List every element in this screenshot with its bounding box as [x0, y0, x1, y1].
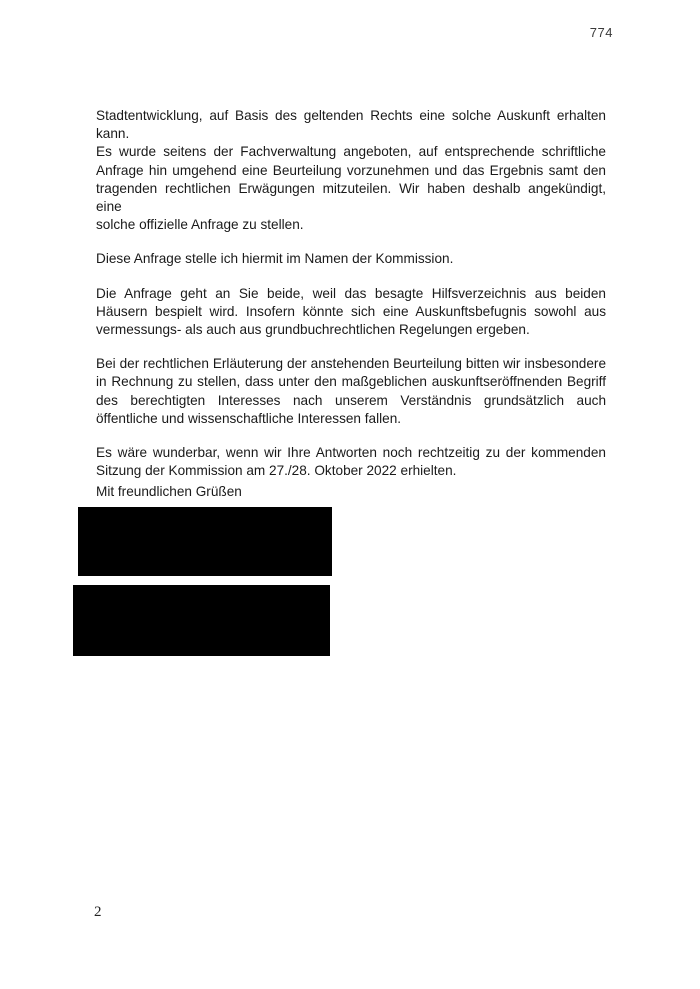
text-line: Bei der rechtlichen Erläuterung der anstehenden Beurteilung bitten wir insbesondere: [96, 356, 606, 372]
text-line: Sitzung der Kommission am 27./28. Oktober 2022 erhielten.: [96, 463, 457, 479]
text-line: tragenden rechtlichen Erwägungen mitzuteilen. Wir haben deshalb angekündigt, eine: [96, 180, 606, 215]
top-page-number: 774: [589, 25, 613, 40]
text-line: solche offizielle Anfrage zu stellen.: [96, 217, 304, 233]
text-line: Anfrage hin umgehend eine Beurteilung vorzunehmen und das Ergebnis samt den: [96, 162, 606, 178]
text-line: Es wurde seitens der Fachverwaltung angeboten, auf entsprechende schriftliche: [96, 144, 606, 160]
redaction-block: [73, 585, 330, 656]
closing-salutation: Mit freundlichen Grüßen: [96, 484, 242, 499]
text-line: öffentliche und wissenschaftliche Interessen fallen.: [96, 410, 402, 426]
text-line: Stadtentwicklung, auf Basis des geltenden Rechts eine solche Auskunft erhalten: [96, 108, 606, 123]
text-line: Es wäre wunderbar, wenn wir Ihre Antworten noch rechtzeitig zu der kommenden: [96, 445, 606, 461]
text-line: Diese Anfrage stelle ich hiermit im Namen der Kommission.: [96, 251, 454, 267]
bottom-page-number: 2: [94, 904, 102, 920]
text-line: vermessungs- als auch aus grundbuchrechtlichen Regelungen ergeben.: [96, 322, 530, 338]
paragraph-1: [96, 107, 606, 234]
paragraph-5: [96, 444, 606, 480]
text-line: Die Anfrage geht an Sie beide, weil das besagte Hilfsverzeichnis aus beiden: [96, 285, 606, 301]
paragraph-2: [96, 250, 606, 268]
text-line: in Rechnung zu stellen, dass unter den maßgeblichen auskunftseröffnenden Begriff: [96, 374, 606, 390]
paragraph-4: [96, 355, 606, 428]
paragraph-3: [96, 285, 606, 340]
letter-body: [96, 107, 606, 496]
text-line: Häusern bespielt wird. Insofern könnte sich eine Auskunftsbefugnis sowohl aus: [96, 303, 606, 319]
text-line: kann.: [96, 126, 130, 142]
redaction-block: [78, 507, 332, 576]
text-line: des berechtigten Interesses nach unserem Verständnis grundsätzlich auch: [96, 392, 606, 408]
